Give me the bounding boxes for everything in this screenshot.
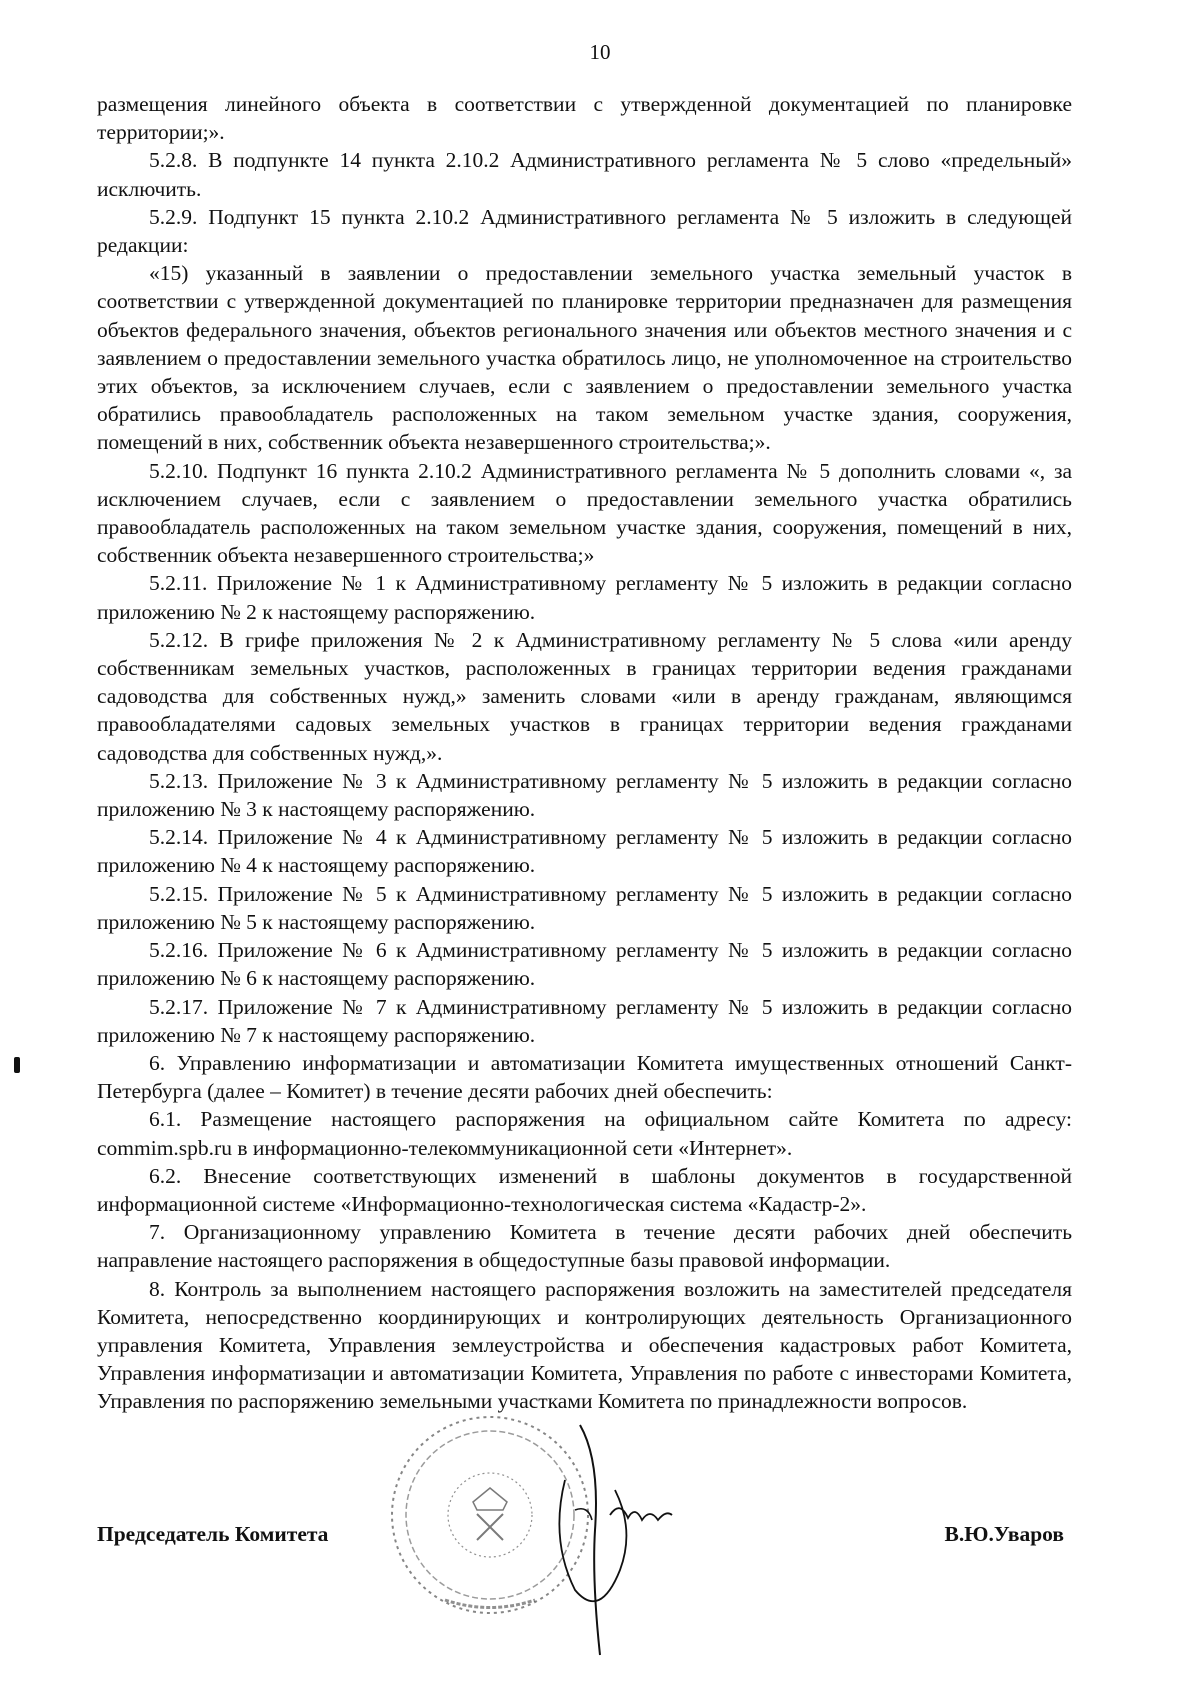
signatory-title: Председатель Комитета <box>97 1522 329 1546</box>
document-paragraph: 5.2.9. Подпункт 15 пункта 2.10.2 Административного регламента № 5 изложить в следующей редакции: <box>97 204 1072 258</box>
document-paragraph: 8. Контроль за выполнением настоящего распоряжения возложить на заместителей председателя Комитета, непосредственно координирующих и контролирующих деятельность Организационного управления Комитета, Управления землеустройства и обеспечения кадастровых работ Комитета, Управления информатизации и автоматизации Комитета, Управления по работе с инвесторами Комитета, Управления по распоряжению земельными участками Комитета по принадлежности вопросов. <box>97 1276 1072 1414</box>
document-paragraph: 5.2.11. Приложение № 1 к Административному регламенту № 5 изложить в редакции согласно приложению № 2 к настоящему распоряжению. <box>97 571 1072 624</box>
document-paragraph: 5.2.15. Приложение № 5 к Административному регламенту № 5 изложить в редакции согласно приложению № 5 к настоящему распоряжению. <box>97 881 1072 934</box>
document-paragraph: «15) указанный в заявлении о предоставлении земельного участка земельный участок в соответствии с утвержденной документацией по планировке территории предназначен для размещения объектов федерального значения, объектов регионального значения или объектов местного значения и с заявлением о предоставлении земельного участка обратилось лицо, не уполномоченное на строительство этих объектов, за исключением случаев, если с заявлением о предоставлении земельного участка обратились правообладатель расположенных на таком земельном участке здания, сооружения, помещений в них, собственник объекта незавершенного строительства;». <box>97 261 1072 455</box>
handwritten-signature-icon <box>540 1420 700 1660</box>
document-paragraph: 7. Организационному управлению Комитета в течение десяти рабочих дней обеспечить направление настоящего распоряжения в общедоступные базы правовой информации. <box>97 1220 1072 1273</box>
document-paragraph: 5.2.8. В подпункте 14 пункта 2.10.2 Административного регламента № 5 слово «предельный» исключить. <box>97 148 1072 201</box>
document-paragraph: 5.2.16. Приложение № 6 к Административному регламенту № 5 изложить в редакции согласно приложению № 6 к настоящему распоряжению. <box>97 938 1072 991</box>
document-paragraph: 5.2.14. Приложение № 4 к Административному регламенту № 5 изложить в редакции согласно приложению № 4 к настоящему распоряжению. <box>97 825 1072 878</box>
page-number: 10 <box>589 40 611 64</box>
document-paragraph: 6.2. Внесение соответствующих изменений в шаблоны документов в государственной информационной системе «Информационно-технологическая система «Кадастр-2». <box>97 1163 1072 1216</box>
document-paragraph: 5.2.17. Приложение № 7 к Административному регламенту № 5 изложить в редакции согласно приложению № 7 к настоящему распоряжению. <box>97 994 1072 1047</box>
document-paragraph: 6.1. Размещение настоящего распоряжения на официальном сайте Комитета по адресу: commim.spb.ru в информационно-телекоммуникационной сети «Интернет». <box>97 1107 1072 1160</box>
document-paragraph: 5.2.12. В грифе приложения № 2 к Административному регламенту № 5 слова «или аренду собственникам земельных участков, расположенных в границах территории ведения гражданами садоводства для собственных нужд,» заменить словами «или в аренду гражданам, являющимся правообладателями садовых земельных участков в границах территории ведения гражданами садоводства для собственных нужд,». <box>97 627 1072 765</box>
document-paragraph: размещения линейного объекта в соответствии с утвержденной документацией по планировке территории;». <box>97 92 1072 145</box>
document-body <box>97 90 1072 1416</box>
margin-mark <box>14 1057 20 1073</box>
document-paragraph: 5.2.13. Приложение № 3 к Административному регламенту № 5 изложить в редакции согласно приложению № 3 к настоящему распоряжению. <box>97 768 1072 822</box>
document-paragraph: 5.2.10. Подпункт 16 пункта 2.10.2 Административного регламента № 5 дополнить словами «, за исключением случаев, если с заявлением о предоставлении земельного участка обратились правообладатель расположенных на таком земельном участке здания, сооружения, помещений в них, собственник объекта незавершенного строительства;» <box>97 458 1072 568</box>
document-paragraph: 6. Управлению информатизации и автоматизации Комитета имущественных отношений Санкт-Петербурга (далее – Комитет) в течение десяти рабочих дней обеспечить: <box>97 1050 1072 1104</box>
signatory-name: В.Ю.Уваров <box>944 1522 1064 1546</box>
